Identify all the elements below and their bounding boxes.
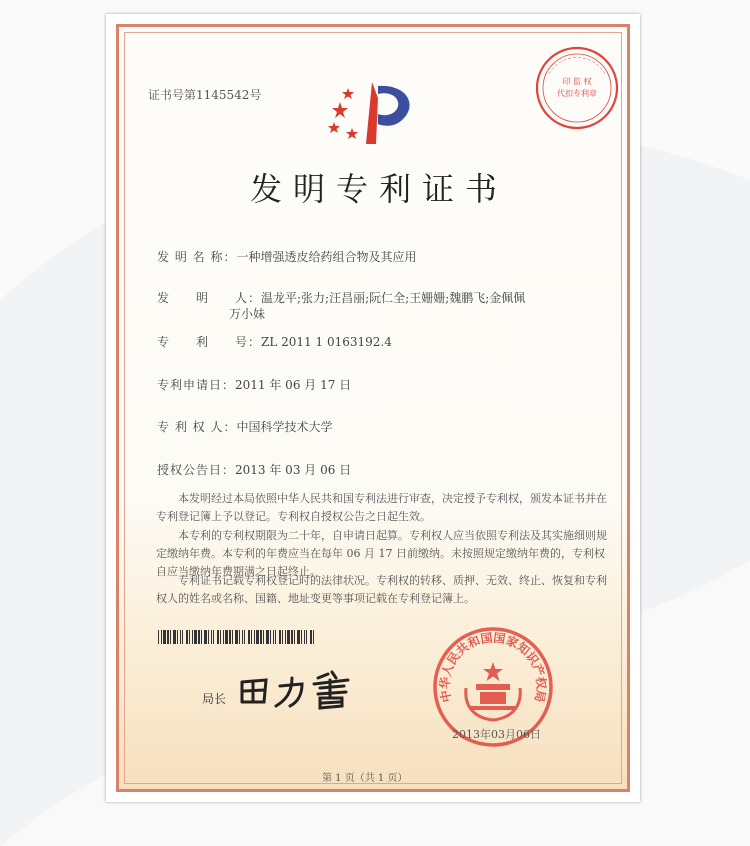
invention-name-row bbox=[157, 248, 416, 265]
paragraph-legal-status: 专利证书记载专利权登记时的法律状况。专利权的转移、质押、无效、终止、恢复和专利权人的姓名或名称、国籍、地址变更等事项记载在专利登记簿上。 bbox=[156, 574, 607, 605]
svg-text:代扣专利章: 代扣专利章 bbox=[557, 89, 597, 98]
patentee-label: 专 利 权 人： bbox=[157, 420, 237, 434]
seal-date: 2013年03月06日 bbox=[452, 728, 541, 741]
grant-date-row bbox=[157, 461, 351, 478]
filing-date-row bbox=[157, 376, 351, 393]
patent-office-logo-icon bbox=[326, 78, 422, 150]
invention-name-value: 一种增强透皮给药组合物及其应用 bbox=[236, 250, 417, 264]
certificate-number: 证书号第1145542号 bbox=[148, 88, 262, 102]
page-footer: 第 1 页（共 1 页） bbox=[322, 773, 408, 784]
certificate-title: 发明专利证书 bbox=[250, 170, 509, 208]
barcode bbox=[158, 630, 316, 644]
filing-date-value: 2011 年 06 月 17 日 bbox=[235, 378, 352, 392]
inventors-row bbox=[157, 289, 525, 306]
director-label: 局长 bbox=[202, 692, 227, 706]
inventors-label: 发 明 人： bbox=[157, 291, 262, 305]
patent-number-value: ZL 2011 1 0163192.4 bbox=[261, 335, 392, 349]
director-signature bbox=[236, 668, 366, 712]
grant-date-label: 授权公告日： bbox=[157, 463, 236, 477]
seal-main-text: 中华人民共和国国家知识产权局 bbox=[437, 630, 549, 704]
patent-number-label: 专 利 号： bbox=[157, 335, 262, 349]
svg-text:印 监 权: 印 监 权 bbox=[562, 77, 592, 86]
patentee-value: 中国科学技术大学 bbox=[236, 420, 333, 434]
patent-number-row bbox=[157, 333, 392, 350]
invention-name-label: 发 明 名 称： bbox=[157, 250, 237, 264]
inventors-value: 温龙平;张力;汪昌丽;阮仁全;王姗姗;魏鹏飞;金佩佩 bbox=[261, 291, 526, 305]
inventors-value-line2: 万小妹 bbox=[229, 307, 266, 321]
filing-date-label: 专利申请日： bbox=[157, 378, 236, 392]
paragraph-grant-notice: 本发明经过本局依照中华人民共和国专利法进行审查，决定授予专利权，颁发本证书并在专利登记簿上予以登记。专利权自授权公告之日起生效。 bbox=[156, 492, 607, 523]
grant-date-value: 2013 年 03 月 06 日 bbox=[235, 463, 352, 477]
paragraph-term-fees: 本专利的专利权期限为二十年，自申请日起算。专利权人应当依照专利法及其实施细则规定缴纳年费。本专利的年费应当在每年 06 月 17 日前缴纳。未按照规定缴纳年费的，专利权自应当缴纳年费期满之日起终止。 bbox=[156, 529, 607, 578]
printer-seal-stamp bbox=[533, 44, 621, 132]
patentee-row bbox=[157, 418, 332, 435]
